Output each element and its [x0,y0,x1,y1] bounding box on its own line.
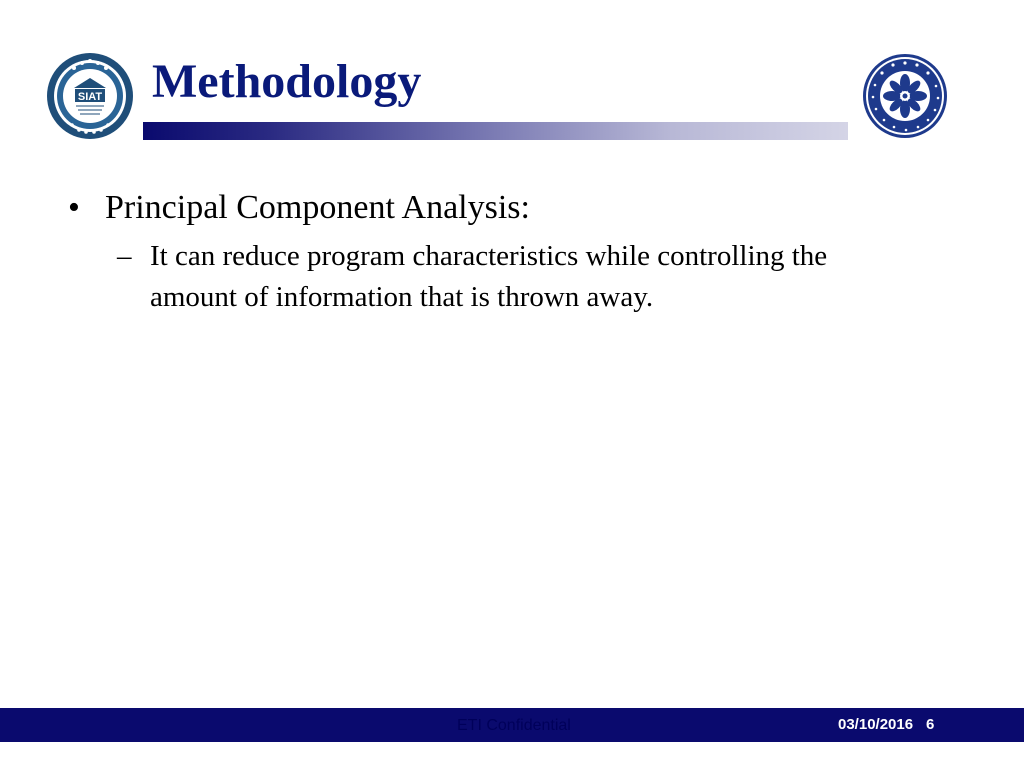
bullet-item [66,186,926,230]
footer-page-number: 6 [926,716,935,733]
slide-title: Methodology [152,55,422,108]
slide-content [66,186,926,318]
siat-logo-icon [44,52,136,140]
footer-confidential-label: ETI Confidential [457,717,571,734]
siat-logo-text: SIAT [77,91,103,103]
footer-date: 03/10/2016 [838,716,914,733]
cas-logo [862,53,948,139]
bullet-text: Principal Component Analysis: [105,189,530,226]
bullet-marker: • [68,189,80,226]
footer-bar [0,708,1024,742]
title-underline-bar [143,122,848,140]
siat-logo [44,52,136,140]
sub-bullet-item [117,236,910,318]
sub-bullet-text: It can reduce program characteristics while controlling the amount of information that is thrown away. [150,240,828,313]
sub-bullet-marker: – [117,240,132,272]
cas-logo-icon [862,53,948,139]
